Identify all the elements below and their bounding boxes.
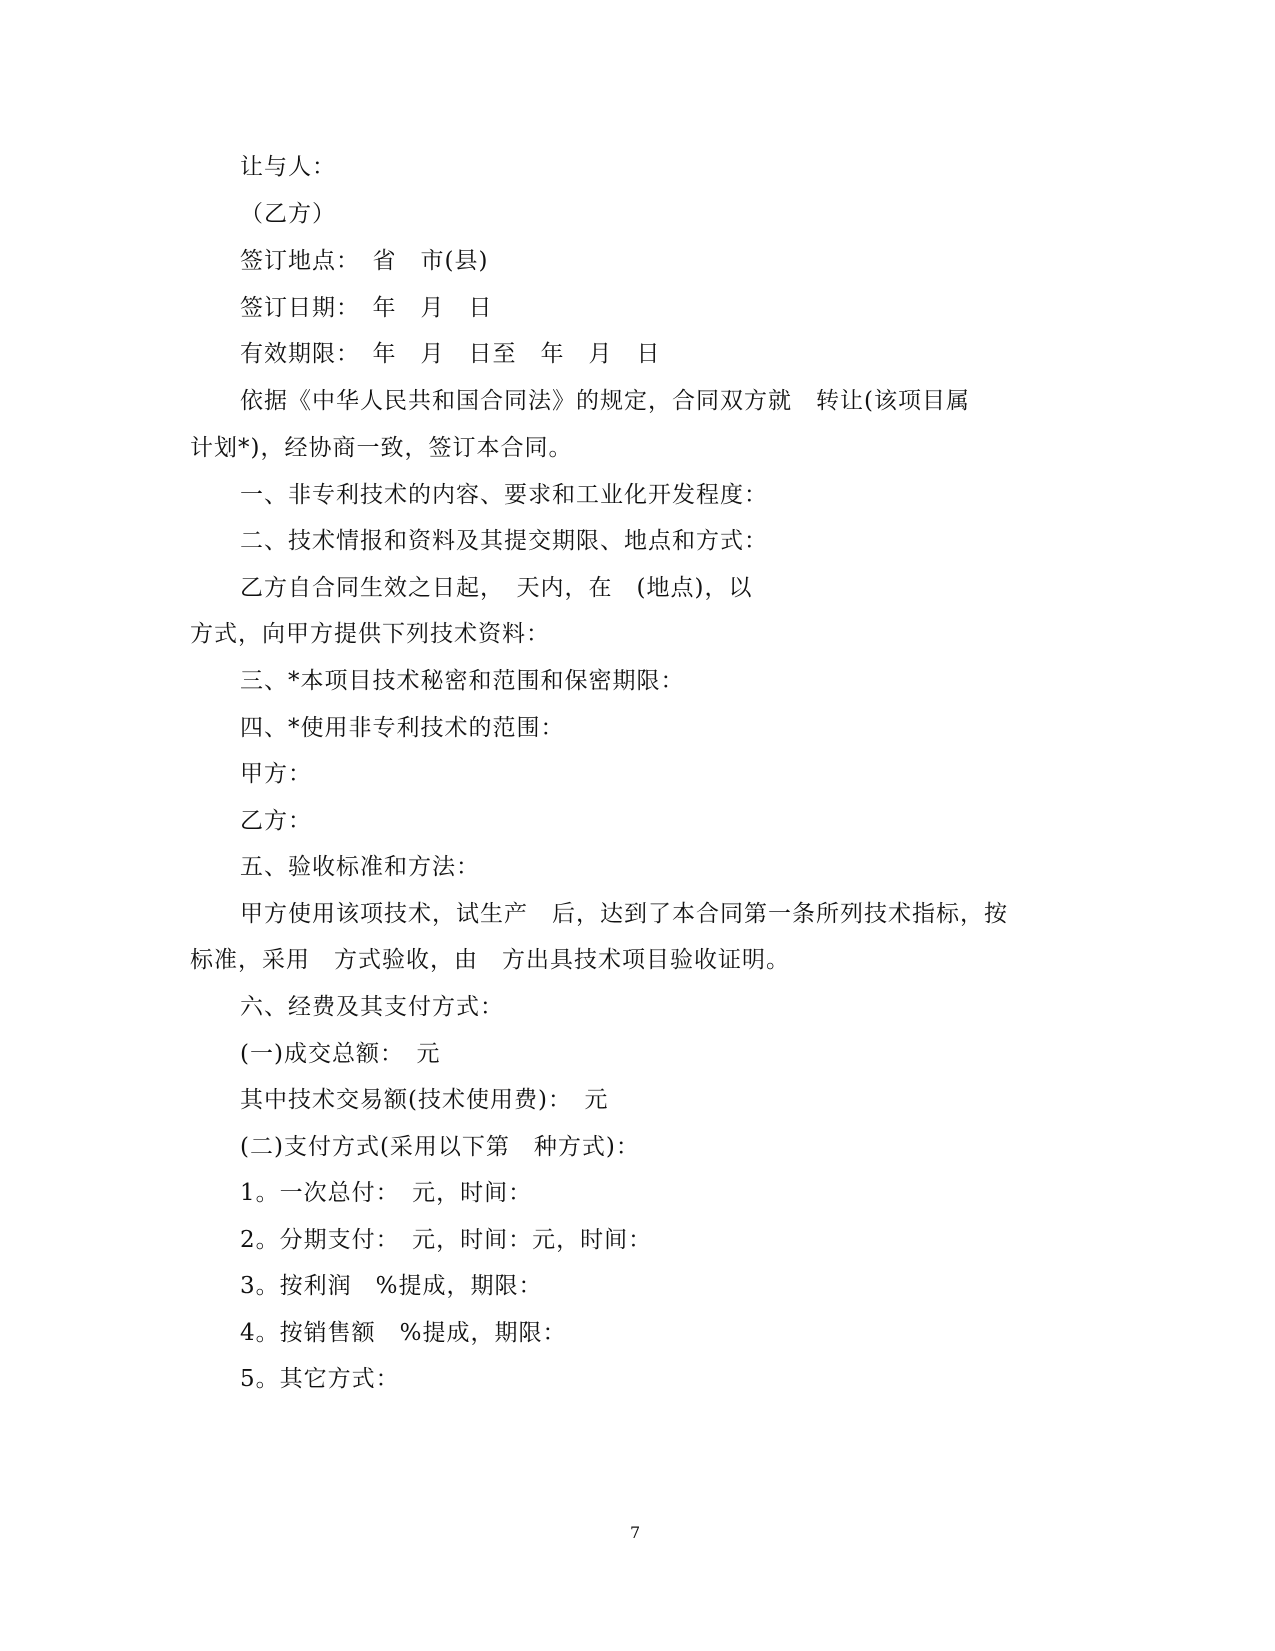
list-item-payment-5: 5。其它方式： (240, 1366, 400, 1392)
text-line-acceptance: 甲方使用该项技术，试生产 后，达到了本合同第一条所列技术指标，按 (240, 901, 1008, 927)
text-line-signing-place: 签订地点： 省 市(县) (240, 248, 489, 274)
section-heading-1: 一、非专利技术的内容、要求和工业化开发程度： (240, 482, 768, 508)
text-line-party-b: （乙方） (240, 201, 336, 227)
text-line-delivery: 乙方自合同生效之日起， 天内，在 (地点)，以 (240, 575, 753, 601)
list-item-payment-2: 2。分期支付： 元，时间：元，时间： (240, 1227, 653, 1253)
list-item-payment-1: 1。一次总付： 元，时间： (240, 1180, 533, 1206)
list-item-payment-3: 3。按利润 %提成，期限： (240, 1273, 543, 1299)
section-heading-4: 四、*使用非专利技术的范围： (240, 715, 565, 741)
page-number: 7 (630, 1523, 641, 1542)
section-heading-3: 三、*本项目技术秘密和范围和保密期限： (240, 668, 685, 694)
section-heading-5: 五、验收标准和方法： (240, 854, 480, 880)
text-line-party-a-scope: 甲方： (240, 761, 312, 787)
text-line-delivery-cont: 方式，向甲方提供下列技术资料： (190, 621, 550, 647)
text-line-signing-date: 签订日期： 年 月 日 (240, 295, 493, 321)
text-line-transferor: 让与人： (240, 154, 336, 180)
section-heading-2: 二、技术情报和资料及其提交期限、地点和方式： (240, 528, 768, 554)
text-line-party-b-scope: 乙方： (240, 808, 312, 834)
text-line-validity-period: 有效期限： 年 月 日至 年 月 日 (240, 341, 661, 367)
text-line-usage-fee: 其中技术交易额(技术使用费)： 元 (240, 1087, 609, 1113)
text-line-legal-basis-cont: 计划*)，经协商一致，签订本合同。 (190, 435, 573, 461)
list-item-payment-4: 4。按销售额 %提成，期限： (240, 1320, 567, 1346)
section-heading-6: 六、经费及其支付方式： (240, 994, 504, 1020)
text-line-payment-method: (二)支付方式(采用以下第 种方式)： (240, 1134, 640, 1160)
text-line-legal-basis: 依据《中华人民共和国合同法》的规定，合同双方就 转让(该项目属 (240, 388, 970, 414)
text-line-acceptance-cont: 标准，采用 方式验收，由 方出具技术项目验收证明。 (190, 947, 790, 973)
text-line-total-amount: (一)成交总额： 元 (240, 1041, 441, 1067)
